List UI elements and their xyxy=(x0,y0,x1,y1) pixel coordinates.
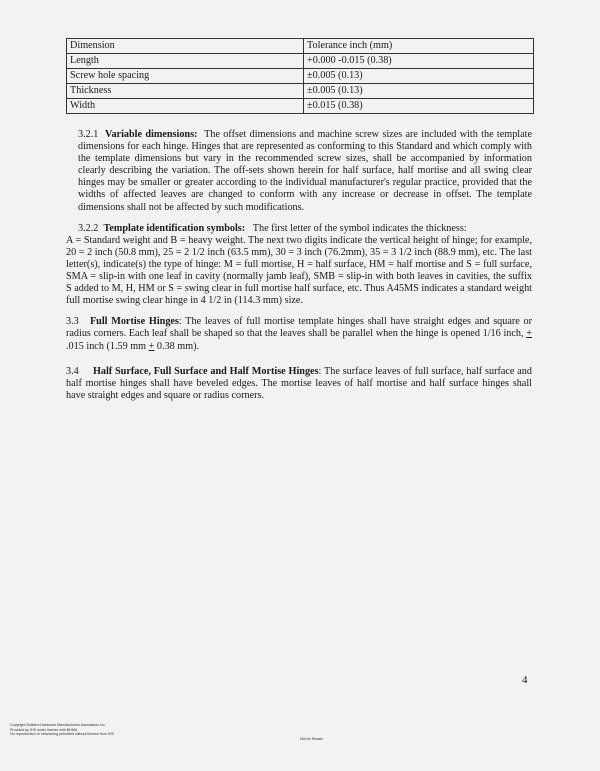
page-number: 4 xyxy=(522,674,528,686)
section-title: Template identification symbols: xyxy=(103,222,246,234)
section-text: : The surface leaves of full surface, half surface and half mortise hinges shall have beveled edges. The mortise leaves of half mortise and half surface hinges shall have straight edges and square or radius corners. xyxy=(66,365,532,401)
table-row xyxy=(67,69,534,84)
section-number: 3.4 xyxy=(66,365,79,377)
table-cell: ±0.005 (0.13) xyxy=(304,84,534,99)
section-number: 3.2.1 xyxy=(78,129,99,140)
plus-minus-symbol: + xyxy=(526,328,532,340)
section-title: Full Mortise Hinges xyxy=(89,316,179,328)
footer-line: Provided by IHS under license with BHMA xyxy=(10,727,78,732)
section-text: 0.38 mm). xyxy=(154,340,200,352)
table-row xyxy=(67,54,534,69)
section-3-2-2 xyxy=(66,223,532,308)
table-header-cell: Dimension xyxy=(67,39,304,54)
section-text: The first letter of the symbol indicates the thickness: xyxy=(252,222,467,234)
table-row xyxy=(67,99,534,114)
section-number: 3.3 xyxy=(66,316,79,328)
table-header-row xyxy=(67,39,534,54)
footer-line: Copyright Builders Hardware Manufacturers Association Inc. xyxy=(10,723,106,727)
table-cell: +0.000 -0.015 (0.38) xyxy=(304,54,534,69)
document-body xyxy=(66,129,532,411)
section-title: Half Surface, Full Surface and Half Mortise Hinges xyxy=(92,365,319,377)
section-3-4 xyxy=(66,366,532,402)
table-row xyxy=(67,84,534,99)
section-3-3 xyxy=(66,316,532,352)
section-text: : The leaves of full mortise template hinges shall have straight edges and square or radius corners. Each leaf shall be shaped so that the leaves shall be parallel when the hinge is opened 1/16 inch, xyxy=(66,316,532,340)
footer-line: No reproduction or networking permitted without license from IHS xyxy=(10,732,114,737)
table-cell: Length xyxy=(67,54,304,69)
table-cell: Screw hole spacing xyxy=(67,69,304,84)
table-cell: Thickness xyxy=(67,84,304,99)
footer-copyright xyxy=(10,723,114,737)
section-title: Variable dimensions: xyxy=(105,129,198,140)
tolerance-table xyxy=(66,38,534,114)
section-text: .015 inch (1.59 mm xyxy=(66,340,149,352)
table-cell: ±0.015 (0.38) xyxy=(304,99,534,114)
footer-not-for-resale: Not for Resale xyxy=(300,737,323,741)
section-text: A = Standard weight and B = heavy weight. The next two digits indicate the vertical height of hinge; for example, 20 = 2 inch (50.8 mm), 25 = 2 1/2 inch (63.5 mm), 30 = 3 inch (76.2mm), 35 = 3 1/2 inch (88.9 mm), etc. The last letter(s), indicate(s) the type of hinge: M = full mortise, H = half surface, HM = half mortise and S = full surface, SMA = slip-in with one leaf in cavity (normally jamb leaf), SMB = slip-in with both leaves in cavities, the suffix S added to M, H, HM or S = swing clear in full mortise half surface, etc. Thus A45MS indicates a standard weight full mortise swing clear hinge in 4 1/2 in (114.3 mm) size. xyxy=(66,234,532,307)
table-header-cell: Tolerance inch (mm) xyxy=(304,39,534,54)
section-number: 3.2.2 xyxy=(78,222,99,234)
plus-minus-symbol: + xyxy=(148,340,155,352)
table-cell: Width xyxy=(67,99,304,114)
table-cell: ±0.005 (0.13) xyxy=(304,69,534,84)
section-3-2-1 xyxy=(66,129,532,214)
section-text: The offset dimensions and machine screw sizes are included with the template dimensions for each hinge. Hinges that are represented as conforming to this Standard and which comply with the template dimensions but vary in the recommended screw sizes, shall be accompanied by information clearly describing the variation. The off-sets shown herein for half surface, half mortise and all swing clear hinges may be smaller or greater according to the individual manufacturer's regular practice, provided that the widths of affected leaves are changed to conform with any increase or decrease in offset. The template dimensions shall not be affected by such modifications. xyxy=(78,129,533,213)
